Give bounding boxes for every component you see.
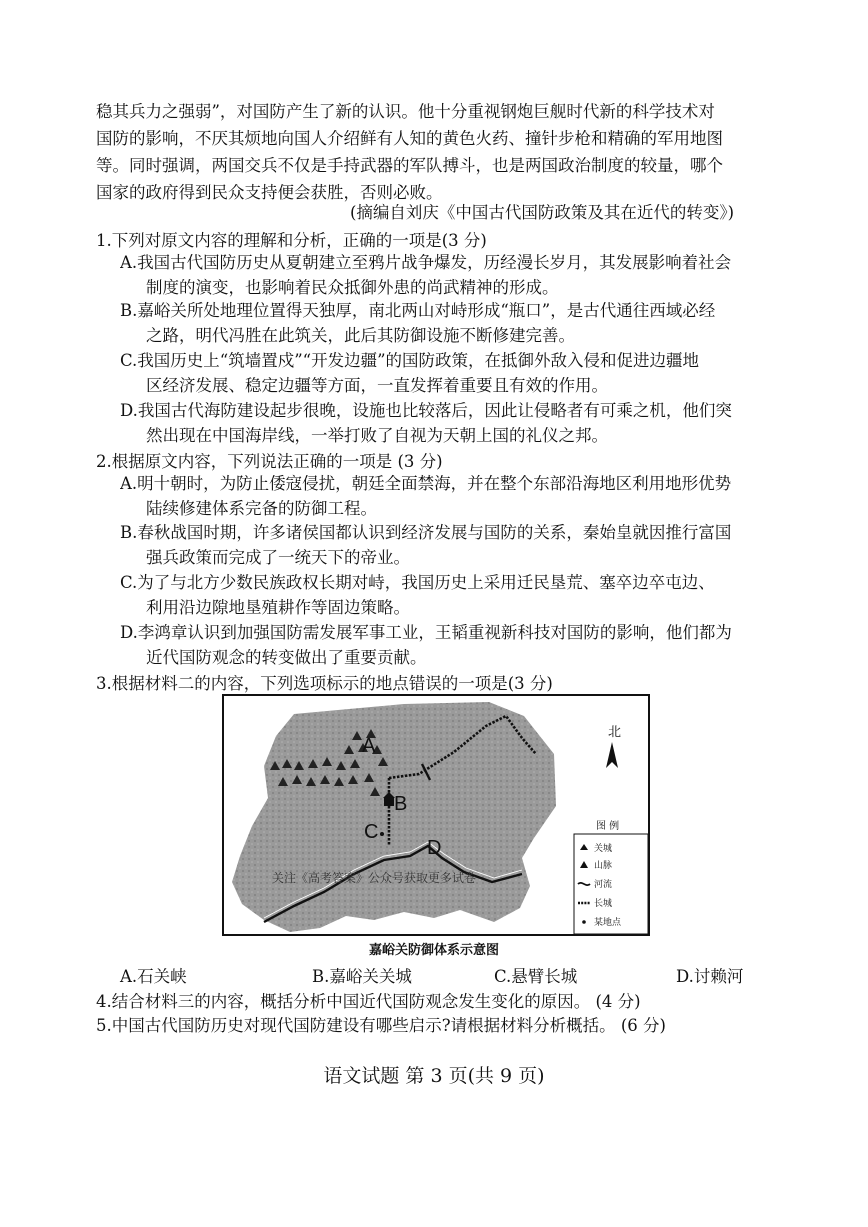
- passage-line: 国家的政府得到民众支持便会获胜，否则必败。: [96, 183, 443, 202]
- option-label: C.: [120, 573, 138, 592]
- point-dot: [380, 832, 384, 836]
- legend-label: 长城: [594, 899, 613, 909]
- terrain-area: [232, 702, 556, 932]
- passage-line: 稳其兵力之强弱”，对国防产生了新的认识。他十分重视钢炮巨舰时代新的科学技术对: [96, 102, 715, 121]
- q3-choice-a: A.石关峡: [120, 967, 187, 986]
- q1-option-d: [120, 398, 775, 448]
- option-text: 我国历史上“筑墙置戍”“开发边疆”的国防政策，在抵御外敌入侵和促进边疆地: [137, 351, 700, 370]
- north-arrow-icon: [606, 742, 618, 768]
- option-text: 为了与北方少数民族政权长期对峙，我国历史上采用迁民垦荒、塞卒边卒屯边、: [137, 573, 715, 592]
- q1-option-b: [120, 298, 775, 348]
- point-label-d: D: [427, 837, 442, 859]
- option-text-cont: 然出现在中国海岸线，一举打败了自视为天朝上国的礼仪之邦。: [146, 426, 608, 445]
- q1-option-c: [120, 348, 775, 398]
- watermark-text: 关注《高考答案》公众号获取更多试卷: [272, 871, 477, 885]
- question-1-stem: 1.下列对原文内容的理解和分析，正确的一项是(3 分): [96, 231, 487, 250]
- option-text-cont: 区经济发展、稳定边疆等方面，一直发挥着重要且有效的作用。: [146, 376, 608, 395]
- q2-option-a: [120, 471, 775, 521]
- option-text-cont: 陆续修建体系完备的防御工程。: [146, 499, 377, 518]
- option-text: 明十朝时，为防止倭寇侵扰，朝廷全面禁海，并在整个东部沿海地区利用地形优势: [137, 474, 732, 493]
- option-text: 李鸿章认识到加强国防需发展军事工业，王韬重视新科技对国防的影响，他们都为: [137, 623, 732, 642]
- option-text-cont: 强兵政策而完成了一统天下的帝业。: [146, 548, 410, 567]
- option-label: A.: [120, 253, 138, 272]
- option-label: D.: [120, 623, 138, 642]
- legend-title: 图 例: [596, 821, 620, 832]
- q3-choice-c: C.悬臂长城: [494, 967, 578, 986]
- option-text: 嘉峪关所处地理位置得天独厚，南北两山对峙形成“瓶口”，是古代通往西域必经: [137, 301, 716, 320]
- legend-label: 河流: [594, 880, 613, 890]
- q1-option-a: [120, 250, 775, 300]
- passage-line: 国防的影响，不厌其烦地向国人介绍鲜有人知的黄色火药、撞针步枪和精确的军用地图: [96, 129, 723, 148]
- q2-option-c: [120, 570, 775, 620]
- page-footer: 语文试题 第 3 页(共 9 页): [323, 1065, 545, 1087]
- option-text-cont: 之路，明代冯胜在此筑关，此后其防御设施不断修建完善。: [146, 326, 575, 345]
- option-label: B.: [120, 301, 138, 320]
- option-label: D.: [120, 401, 138, 420]
- legend-label: 某地点: [594, 918, 622, 928]
- legend-point-icon: [582, 920, 586, 924]
- point-label-a: A: [362, 735, 376, 757]
- passage-line: 等。同时强调，两国交兵不仅是手持武器的军队搏斗，也是两国政治制度的较量，哪个: [96, 156, 723, 175]
- north-label: 北: [608, 725, 622, 740]
- option-text-cont: 制度的演变，也影响着民众抵御外患的尚武精神的形成。: [146, 278, 559, 297]
- question-4-stem: 4.结合材料三的内容，概括分析中国近代国防观念发生变化的原因。 (4 分): [96, 992, 641, 1011]
- jiayuguan-defense-map: [222, 694, 650, 936]
- option-label: C.: [120, 351, 138, 370]
- option-text-cont: 近代国防观念的转变做出了重要贡献。: [146, 648, 427, 667]
- question-3-stem: 3.根据材料二的内容，下列选项标示的地点错误的一项是(3 分): [96, 674, 553, 693]
- point-label-c: C: [364, 821, 379, 843]
- option-text-cont: 利用沿边隙地垦殖耕作等固边策略。: [146, 598, 410, 617]
- option-text: 我国古代国防历史从夏朝建立至鸦片战争爆发，历经漫长岁月，其发展影响着社会: [137, 253, 732, 272]
- fort-icon: [384, 798, 394, 806]
- point-label-b: B: [394, 793, 408, 815]
- legend-label: 山脉: [594, 861, 613, 871]
- map-caption: 嘉峪关防御体系示意图: [368, 943, 499, 958]
- option-label: A.: [120, 474, 138, 493]
- passage-paragraph: [96, 98, 776, 206]
- q3-choice-b: B.嘉峪关关城: [312, 967, 412, 986]
- q2-option-d: [120, 620, 775, 670]
- option-text: 我国古代海防建设起步很晚，设施也比较落后，因此让侵略者有可乘之机，他们突: [137, 401, 732, 420]
- option-text: 春秋战国时期，许多诸侯国都认识到经济发展与国防的关系，秦始皇就因推行富国: [137, 523, 732, 542]
- question-5-stem: 5.中国古代国防历史对现代国防建设有哪些启示?请根据材料分析概括。 (6 分): [96, 1016, 666, 1035]
- question-2-stem: 2.根据原文内容，下列说法正确的一项是 (3 分): [96, 452, 443, 471]
- passage-source: (摘编自刘庆《中国古代国防政策及其在近代的转变》): [350, 203, 735, 222]
- option-label: B.: [120, 523, 138, 542]
- q3-choice-d: D.讨赖河: [676, 967, 744, 986]
- q2-option-b: [120, 520, 775, 570]
- legend-label: 关城: [594, 844, 613, 854]
